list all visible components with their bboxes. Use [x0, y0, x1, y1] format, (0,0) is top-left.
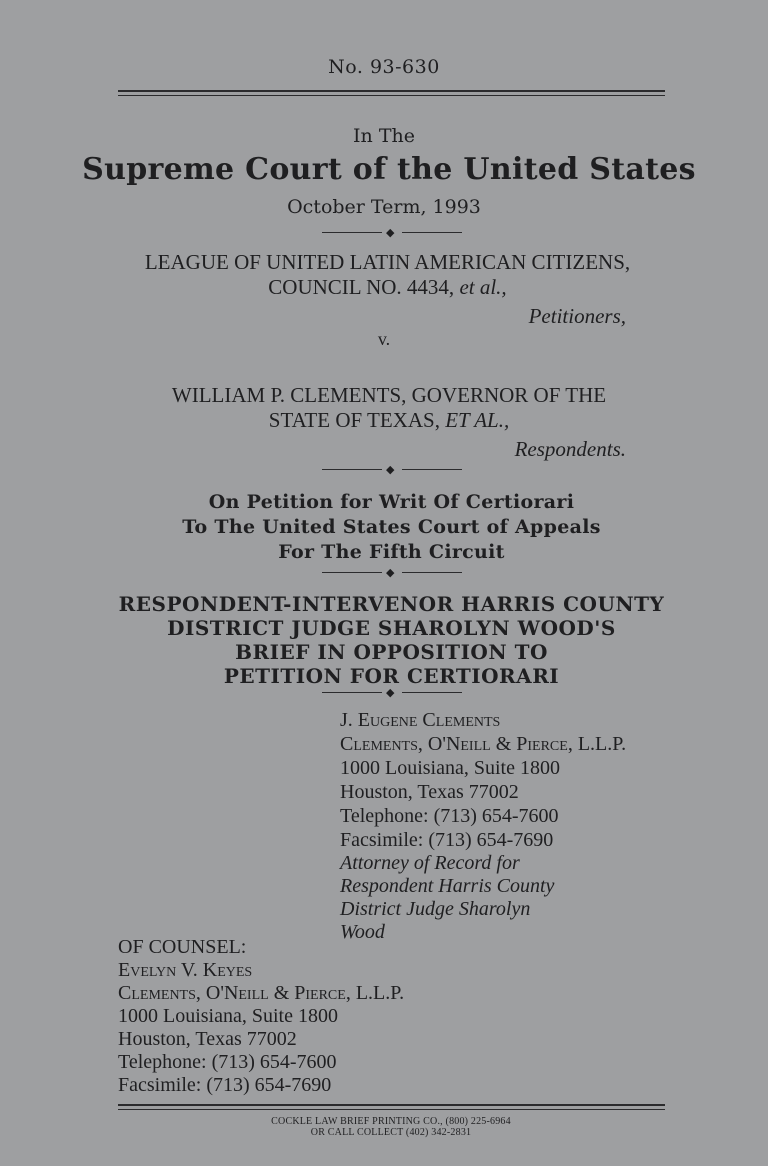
attorney-facsimile: Facsimile: (713) 654-7690	[340, 829, 554, 851]
divider-ornament-2	[322, 463, 462, 477]
record-line-4: Wood	[340, 921, 385, 943]
respondent-party	[0, 383, 768, 433]
writ-line-3: For The Fifth Circuit	[278, 541, 505, 563]
attorney-address-2: Houston, Texas 77002	[340, 781, 519, 803]
petitioner-line-2-text: COUNCIL NO. 4434,	[268, 275, 460, 299]
brief-title-line-4: PETITION FOR CERTIORARI	[223, 664, 560, 688]
writ-line-2: To The United States Court of Appeals	[182, 516, 601, 538]
writ-description	[0, 490, 768, 565]
respondent-et-al: ET AL.,	[445, 408, 510, 432]
counsel-address-2: Houston, Texas 77002	[118, 1028, 297, 1050]
attorney-name: J. Eugene Clements	[340, 709, 501, 731]
bottom-double-rule	[118, 1104, 665, 1110]
attorney-firm: Clements, O'Neill & Pierce, L.L.P.	[340, 733, 627, 755]
petitioner-line-2	[0, 275, 768, 300]
divider-ornament-4	[322, 686, 462, 700]
court-term: October Term, 1993	[287, 196, 481, 218]
diamond-icon: ◆	[386, 566, 395, 579]
of-counsel-block	[118, 936, 718, 1097]
counsel-firm: Clements, O'Neill & Pierce, L.L.P.	[118, 982, 405, 1004]
petitioner-party	[0, 250, 768, 300]
attorney-of-record	[340, 852, 760, 944]
respondent-line-2	[0, 408, 768, 433]
court-intro: In The	[353, 125, 415, 147]
printer-footer	[0, 1116, 768, 1138]
brief-title	[0, 592, 768, 688]
top-double-rule	[118, 90, 665, 96]
counsel-address-1: 1000 Louisiana, Suite 1800	[118, 1005, 338, 1027]
counsel-heading: OF COUNSEL:	[118, 936, 247, 958]
counsel-telephone: Telephone: (713) 654-7600	[118, 1051, 337, 1073]
respondent-line-2-text: STATE OF TEXAS,	[268, 408, 446, 432]
court-name: Supreme Court of the United States	[82, 152, 696, 187]
petitioner-line-1: LEAGUE OF UNITED LATIN AMERICAN CITIZENS,	[144, 250, 631, 274]
docket-number: No. 93-630	[328, 56, 440, 78]
record-line-3: District Judge Sharolyn	[340, 898, 531, 920]
petitioners-label: Petitioners,	[528, 304, 626, 328]
brief-title-line-2: DISTRICT JUDGE SHAROLYN WOOD'S	[167, 616, 616, 640]
diamond-icon: ◆	[386, 463, 395, 476]
respondents-label: Respondents.	[514, 437, 626, 461]
record-line-2: Respondent Harris County	[340, 875, 555, 897]
attorney-address-1: 1000 Louisiana, Suite 1800	[340, 757, 560, 779]
counsel-name: Evelyn V. Keyes	[118, 959, 253, 981]
diamond-icon: ◆	[386, 226, 395, 239]
counsel-facsimile: Facsimile: (713) 654-7690	[118, 1074, 332, 1096]
divider-ornament-3	[322, 566, 462, 580]
petitioner-et-al: et al.,	[459, 275, 507, 299]
writ-line-1: On Petition for Writ Of Certiorari	[208, 491, 575, 513]
footer-line-1: COCKLE LAW BRIEF PRINTING CO., (800) 225-6964	[271, 1116, 511, 1127]
diamond-icon: ◆	[386, 686, 395, 699]
record-line-1: Attorney of Record for	[340, 852, 520, 874]
attorney-block	[340, 708, 760, 852]
respondent-line-1: WILLIAM P. CLEMENTS, GOVERNOR OF THE	[171, 383, 607, 407]
divider-ornament-1	[322, 226, 462, 240]
attorney-telephone: Telephone: (713) 654-7600	[340, 805, 559, 827]
brief-title-line-3: BRIEF IN OPPOSITION TO	[235, 640, 548, 664]
brief-title-line-1: RESPONDENT-INTERVENOR HARRIS COUNTY	[118, 592, 665, 616]
versus-label: v.	[377, 329, 391, 349]
footer-line-2: OR CALL COLLECT (402) 342-2831	[310, 1127, 472, 1138]
